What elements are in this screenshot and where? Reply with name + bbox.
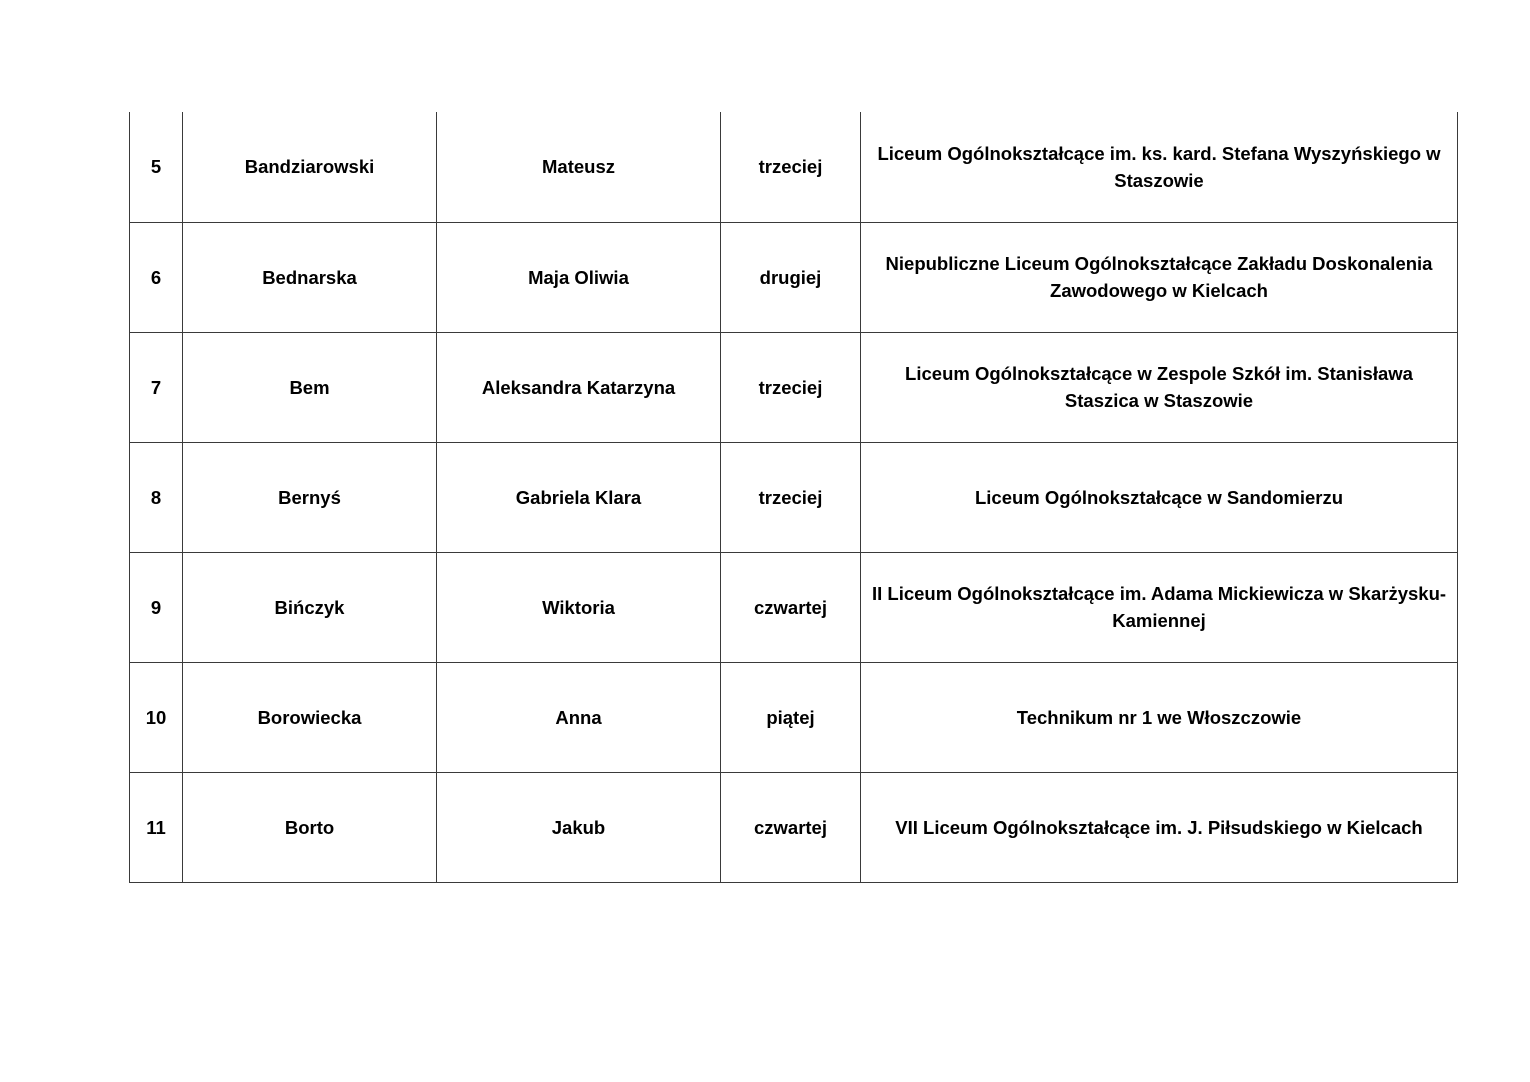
row-number: 6 — [130, 222, 183, 332]
table-row — [130, 772, 1458, 882]
row-number: 7 — [130, 332, 183, 442]
first-name-cell: Gabriela Klara — [437, 442, 721, 552]
class-cell: trzeciej — [721, 112, 861, 222]
first-name-cell: Aleksandra Katarzyna — [437, 332, 721, 442]
class-cell: drugiej — [721, 222, 861, 332]
class-cell: trzeciej — [721, 332, 861, 442]
surname-cell: Bednarska — [183, 222, 437, 332]
surname-cell: Bem — [183, 332, 437, 442]
school-cell: Liceum Ogólnokształcące w Sandomierzu — [861, 442, 1458, 552]
class-cell: piątej — [721, 662, 861, 772]
row-number: 9 — [130, 552, 183, 662]
school-cell: II Liceum Ogólnokształcące im. Adama Mickiewicza w Skarżysku-Kamiennej — [861, 552, 1458, 662]
table-row — [130, 442, 1458, 552]
surname-cell: Bernyś — [183, 442, 437, 552]
table-row — [130, 222, 1458, 332]
class-cell: czwartej — [721, 772, 861, 882]
first-name-cell: Anna — [437, 662, 721, 772]
first-name-cell: Jakub — [437, 772, 721, 882]
school-cell: Liceum Ogólnokształcące w Zespole Szkół im. Stanisława Staszica w Staszowie — [861, 332, 1458, 442]
table-row — [130, 112, 1458, 222]
school-cell: Liceum Ogólnokształcące im. ks. kard. Stefana Wyszyńskiego w Staszowie — [861, 112, 1458, 222]
surname-cell: Bińczyk — [183, 552, 437, 662]
surname-cell: Borto — [183, 772, 437, 882]
first-name-cell: Mateusz — [437, 112, 721, 222]
school-cell: VII Liceum Ogólnokształcące im. J. Piłsudskiego w Kielcach — [861, 772, 1458, 882]
class-cell: trzeciej — [721, 442, 861, 552]
row-number: 8 — [130, 442, 183, 552]
row-number: 11 — [130, 772, 183, 882]
school-cell: Technikum nr 1 we Włoszczowie — [861, 662, 1458, 772]
row-number: 10 — [130, 662, 183, 772]
first-name-cell: Maja Oliwia — [437, 222, 721, 332]
table-row — [130, 332, 1458, 442]
surname-cell: Bandziarowski — [183, 112, 437, 222]
student-table — [129, 112, 1458, 883]
class-cell: czwartej — [721, 552, 861, 662]
school-cell: Niepubliczne Liceum Ogólnokształcące Zakładu Doskonalenia Zawodowego w Kielcach — [861, 222, 1458, 332]
table-row — [130, 552, 1458, 662]
row-number: 5 — [130, 112, 183, 222]
first-name-cell: Wiktoria — [437, 552, 721, 662]
surname-cell: Borowiecka — [183, 662, 437, 772]
table-row — [130, 662, 1458, 772]
